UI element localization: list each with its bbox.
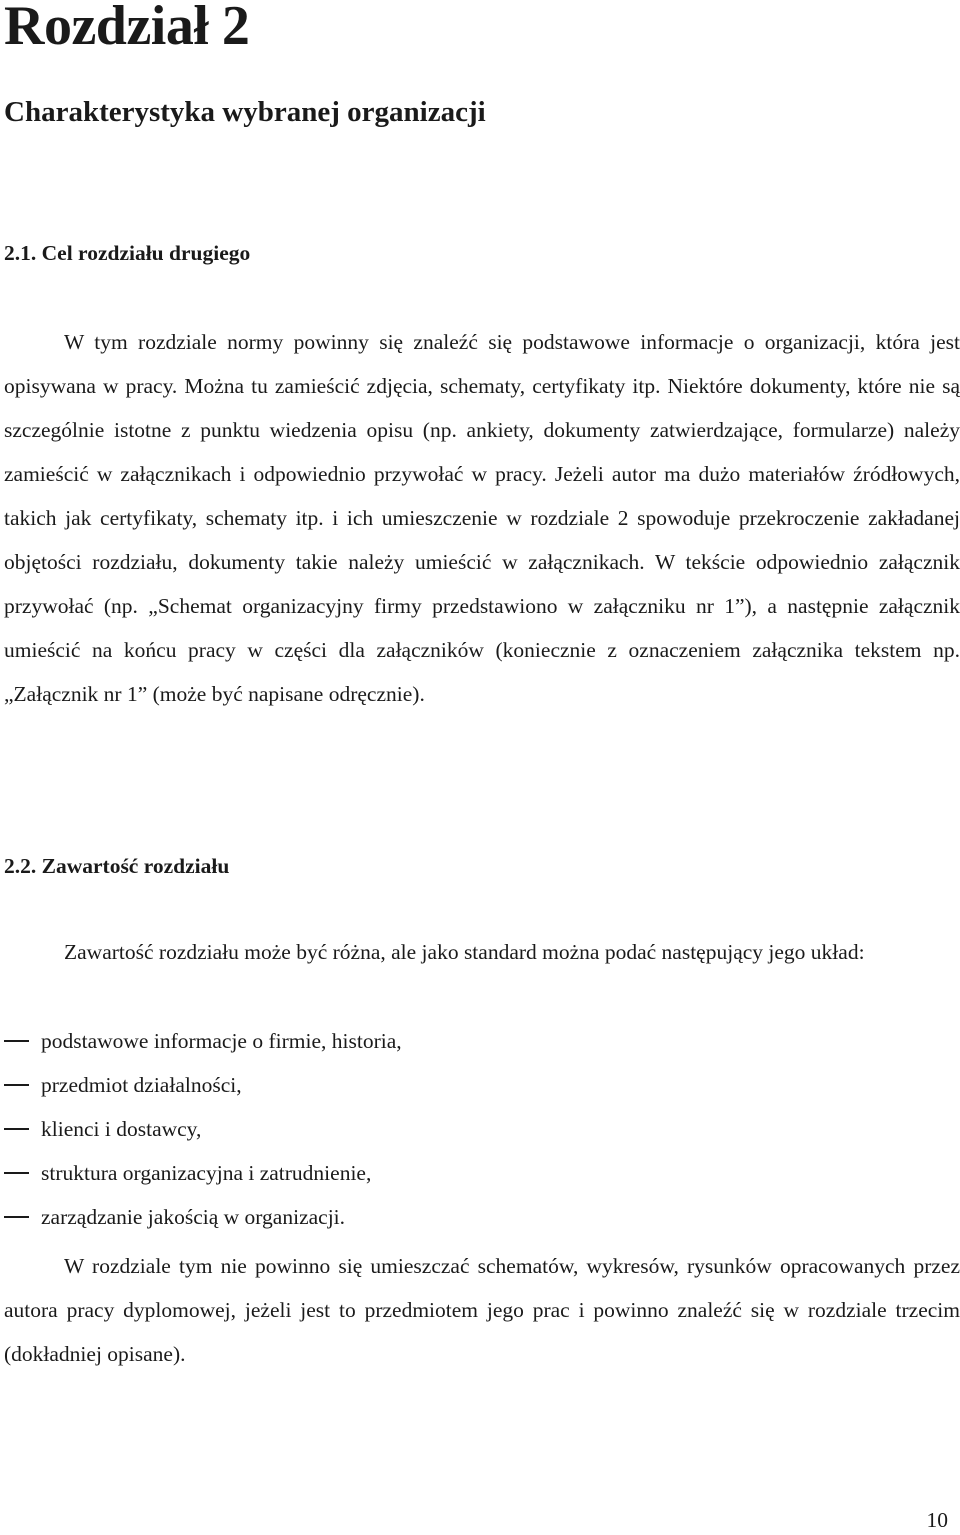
list-item-text: struktura organizacyjna i zatrudnienie, bbox=[41, 1161, 372, 1185]
list-item bbox=[4, 1063, 960, 1107]
list-item bbox=[4, 1107, 960, 1151]
list-item bbox=[4, 1019, 960, 1063]
list-item-text: przedmiot działalności, bbox=[41, 1073, 242, 1097]
chapter-heading: Rozdział 2 bbox=[4, 0, 250, 57]
section-2-2-intro-paragraph: Zawartość rozdziału może być różna, ale jako standard można podać następujący jego układ: bbox=[64, 940, 865, 964]
section-2-2-closing-paragraph: W rozdziale tym nie powinno się umieszczać schematów, wykresów, rysunków opracowanych przez autora pracy dyplomowej, jeżeli jest to przedmiotem jego prac i powinno znaleźć się w rozdziale trzecim (dokładniej opisane). bbox=[4, 1254, 960, 1366]
section-heading-2-1: 2.1. Cel rozdziału drugiego bbox=[4, 241, 251, 265]
dash-bullet-icon bbox=[4, 1040, 29, 1042]
content-list bbox=[4, 1019, 960, 1239]
list-item-text: podstawowe informacje o firmie, historia, bbox=[41, 1029, 402, 1053]
section-2-1-paragraph: W tym rozdziale normy powinny się znaleźć się podstawowe informacje o organizacji, która jest opisywana w pracy. Można tu zamieścić zdjęcia, schematy, certyfikaty itp. Niektóre dokumenty, które nie są szczególnie istotne z punktu wiedzenia opisu (np. ankiety, dokumenty zatwierdzające, formularze) należy zamieścić w załącznikach i odpowiednio przywołać w pracy. Jeżeli autor ma dużo materiałów źródłowych, takich jak certyfikaty, schematy itp. i ich umieszczenie w rozdziale 2 spowoduje przekroczenie zakładanej objętości rozdziału, dokumenty takie należy umieścić w załącznikach. W tekście odpowiednio załącznik przywołać (np. „Schemat organizacyjny firmy przedstawiono w załączniku nr 1”), a następnie załącznik umieścić na końcu pracy w części dla załączników (koniecznie z oznaczeniem załącznika tekstem np. „Załącznik nr 1” (może być napisane odręcznie). bbox=[4, 330, 960, 706]
dash-bullet-icon bbox=[4, 1172, 29, 1174]
chapter-title: Charakterystyka wybranej organizacji bbox=[4, 96, 486, 128]
list-item-text: zarządzanie jakością w organizacji. bbox=[41, 1205, 346, 1229]
page-number: 10 bbox=[926, 1508, 948, 1532]
list-item bbox=[4, 1151, 960, 1195]
dash-bullet-icon bbox=[4, 1216, 29, 1218]
dash-bullet-icon bbox=[4, 1128, 29, 1130]
dash-bullet-icon bbox=[4, 1084, 29, 1086]
list-item bbox=[4, 1195, 960, 1239]
section-heading-2-2: 2.2. Zawartość rozdziału bbox=[4, 854, 230, 878]
list-item-text: klienci i dostawcy, bbox=[41, 1117, 202, 1141]
